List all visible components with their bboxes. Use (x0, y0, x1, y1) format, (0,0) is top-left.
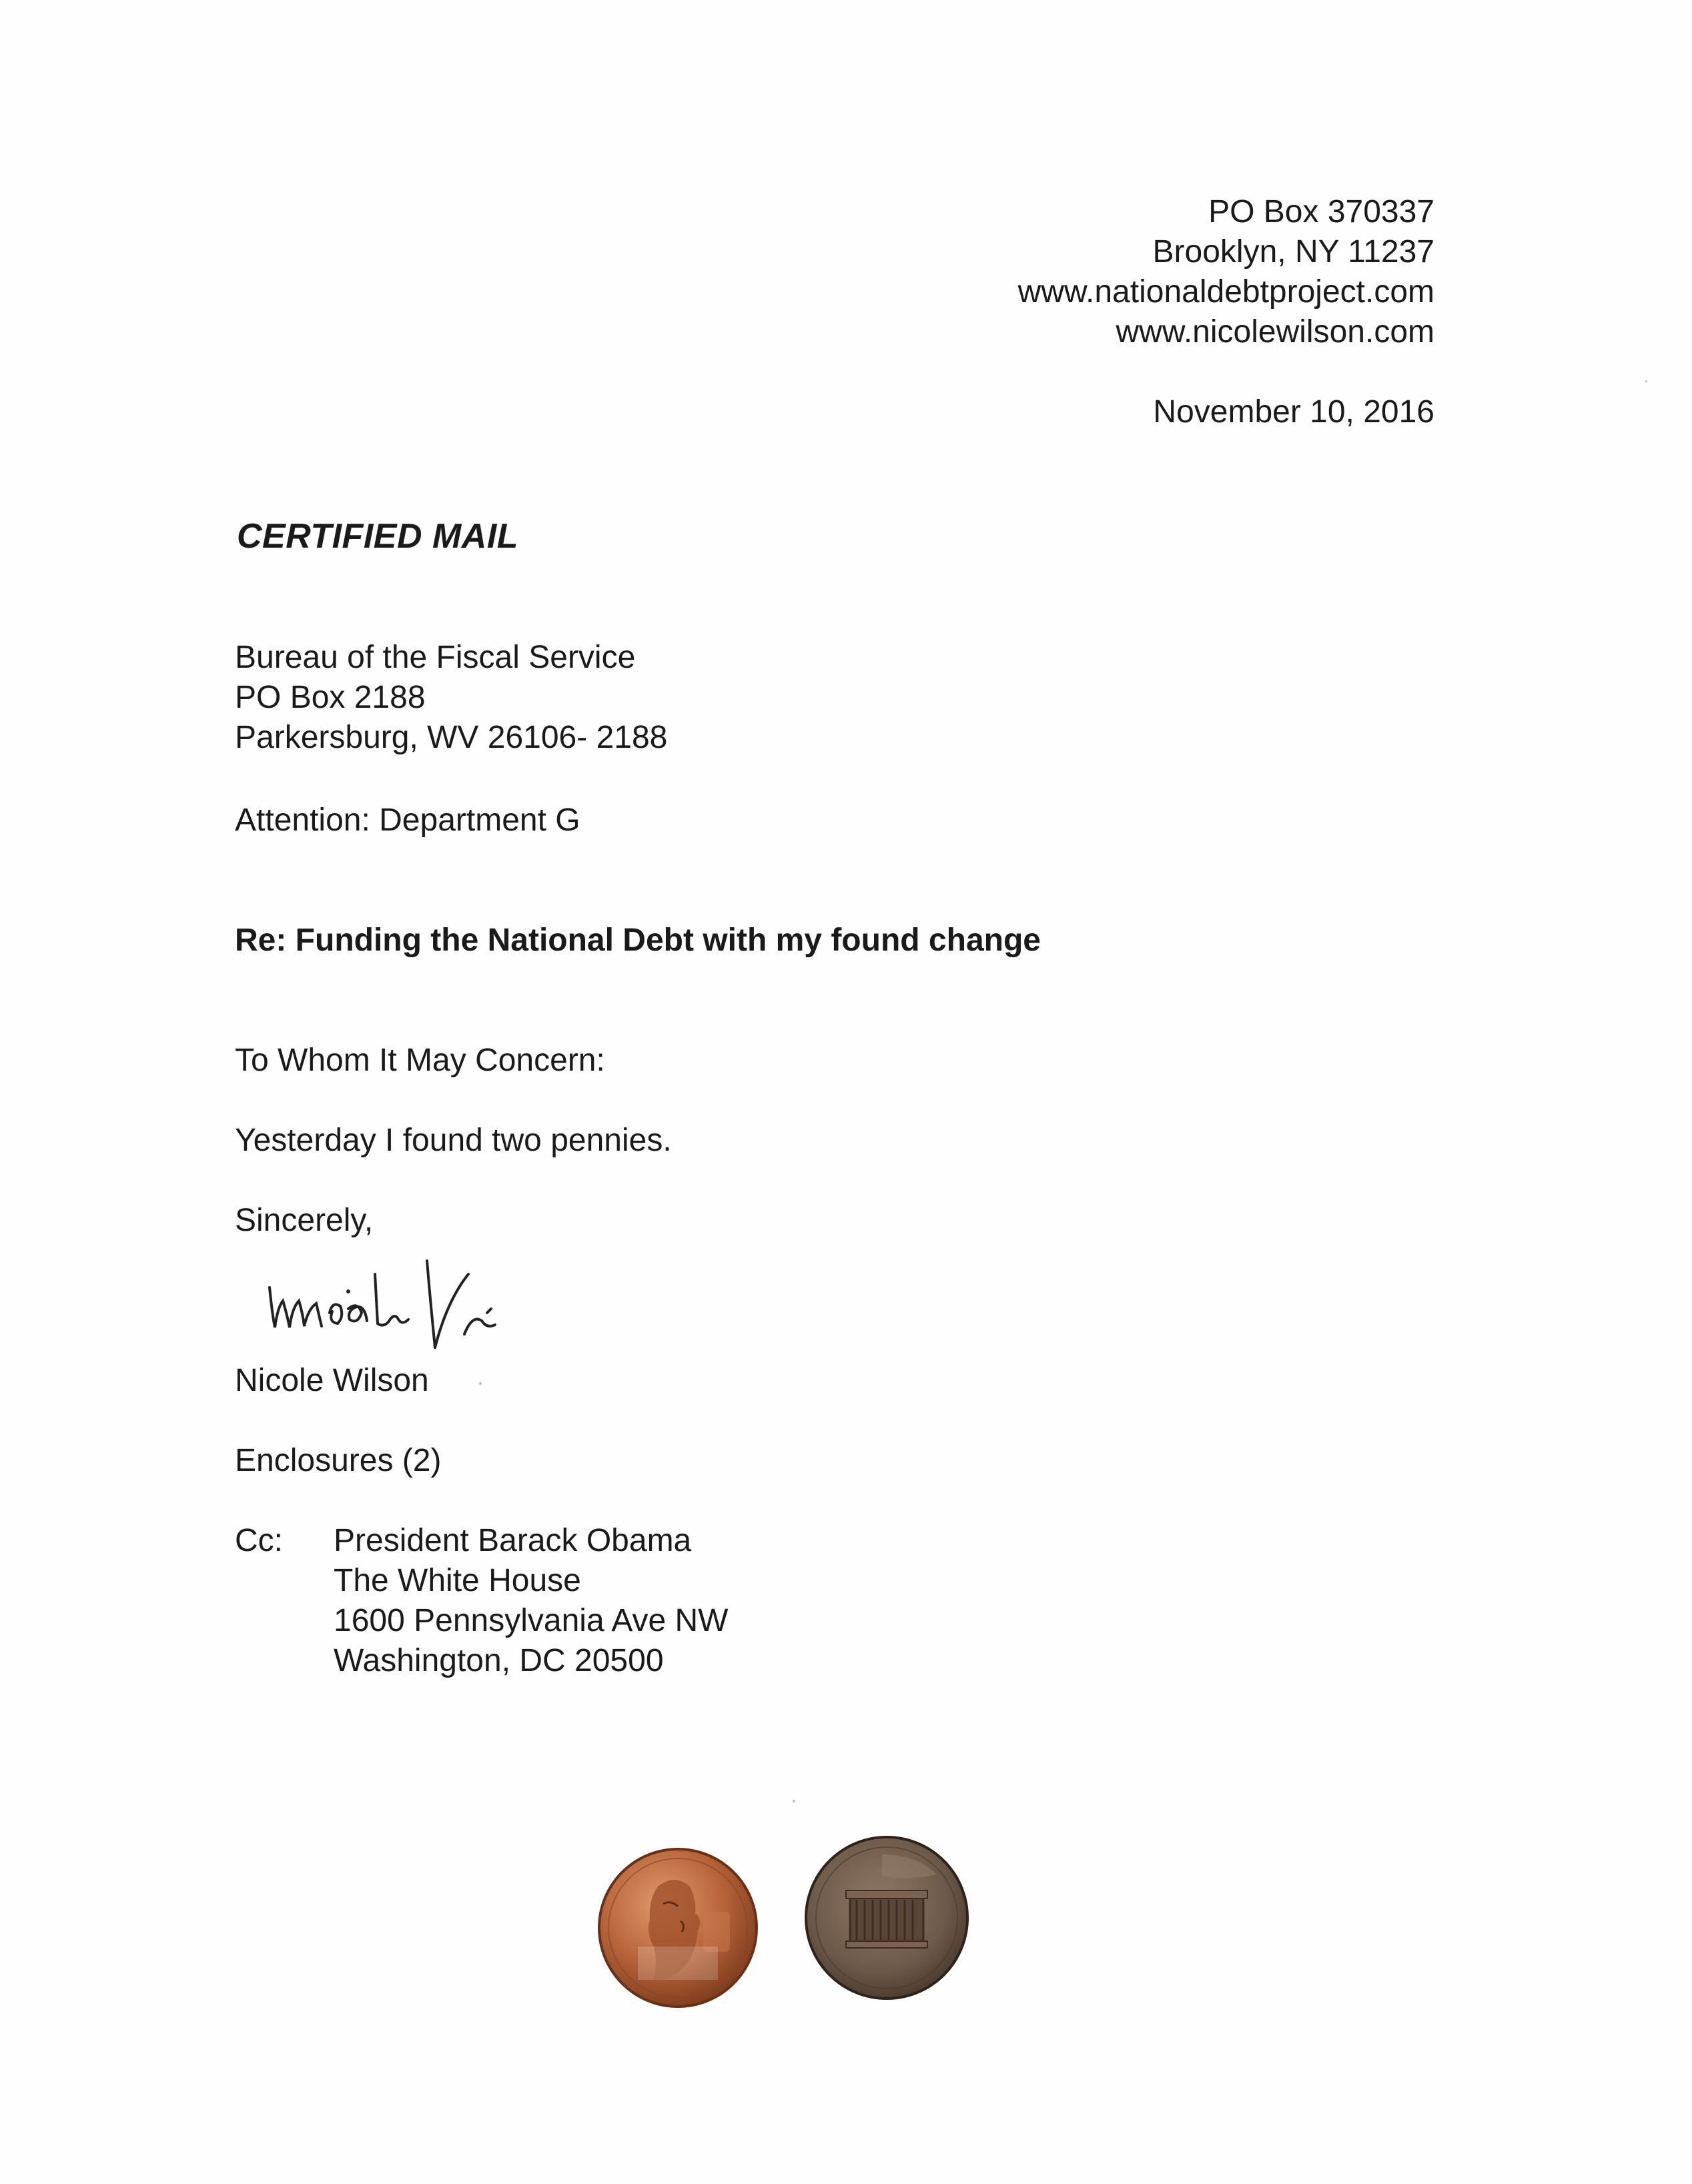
attention-line: Attention: Department G (235, 802, 580, 838)
handwritten-signature (260, 1234, 607, 1354)
sender-address-block (1018, 192, 1434, 352)
sender-website-1: www.nationaldebtproject.com (1017, 274, 1434, 310)
cc-label: Cc: (235, 1523, 283, 1558)
recipient-name: Bureau of the Fiscal Service (235, 640, 636, 675)
cc-address-line1: The White House (334, 1563, 581, 1598)
penny-back-image (803, 1834, 970, 2001)
sender-website-2: www.nicolewilson.com (1116, 314, 1434, 350)
scan-speck (1645, 380, 1647, 382)
sender-address-line2: Brooklyn, NY 11237 (1152, 234, 1434, 269)
subject-line: Re: Funding the National Debt with my found change (235, 923, 1041, 958)
sender-address-line1: PO Box 370337 (1208, 194, 1434, 229)
cc-address-line3: Washington, DC 20500 (334, 1643, 664, 1678)
letter-date: November 10, 2016 (1153, 394, 1434, 430)
scan-speck (479, 1382, 482, 1385)
letter-body: Yesterday I found two pennies. (235, 1123, 672, 1158)
cc-address-line2: 1600 Pennsylvania Ave NW (334, 1603, 729, 1638)
recipient-address-line1: PO Box 2188 (235, 680, 426, 715)
recipient-address-block (235, 638, 667, 758)
recipient-address-line2: Parkersburg, WV 26106- 2188 (235, 720, 668, 755)
salutation: To Whom It May Concern: (235, 1043, 605, 1078)
penny-front-image (596, 1846, 759, 2009)
cc-address-block (334, 1521, 728, 1681)
scan-speck (793, 1800, 795, 1802)
signer-name: Nicole Wilson (235, 1363, 429, 1398)
mail-type-heading: CERTIFIED MAIL (237, 517, 519, 556)
cc-name: President Barack Obama (334, 1523, 692, 1558)
closing: Sincerely, (235, 1203, 374, 1238)
enclosures-note: Enclosures (2) (235, 1443, 442, 1478)
